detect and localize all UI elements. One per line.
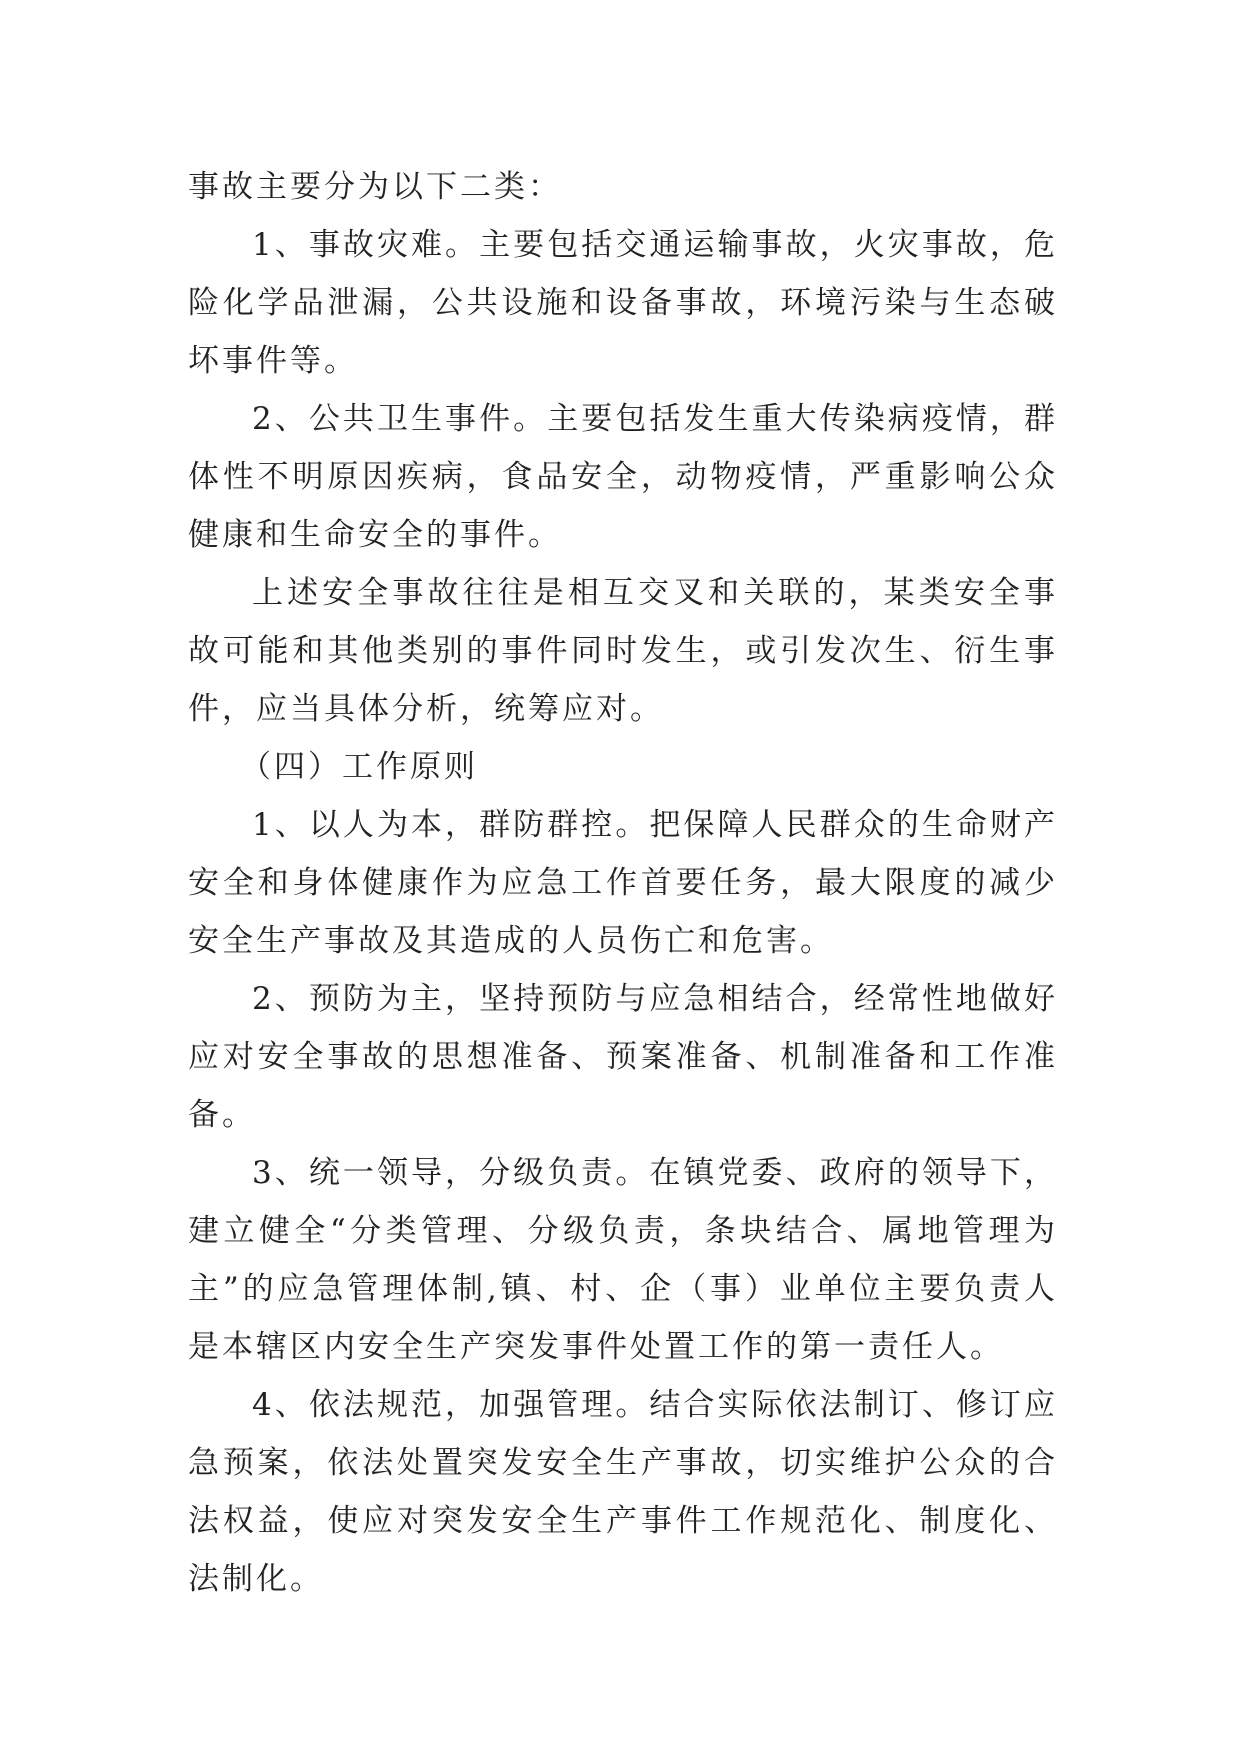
paragraph-public-health: 2、公共卫生事件。主要包括发生重大传染病疫情，群体性不明原因疾病，食品安全，动物疫情，严重影响公众健康和生命安全的事件。 [188,401,1058,553]
paragraph-principle-4: 4、依法规范，加强管理。结合实际依法制订、修订应急预案，依法处置突发安全生产事故，切实维护公众的合法权益，使应对突发安全生产事件工作规范化、制度化、法制化。 [188,1387,1058,1597]
document-body [188,158,1058,1608]
paragraph-intro: 事故主要分为以下二类： [188,169,562,205]
section-heading-principles: （四）工作原则 [240,749,478,785]
paragraph-interrelation: 上述安全事故往往是相互交叉和关联的，某类安全事故可能和其他类别的事件同时发生，或引发次生、衍生事件，应当具体分析，统筹应对。 [188,575,1058,727]
paragraph-principle-2: 2、预防为主，坚持预防与应急相结合，经常性地做好应对安全事故的思想准备、预案准备、机制准备和工作准备。 [188,981,1058,1133]
paragraph-principle-1: 1、以人为本，群防群控。把保障人民群众的生命财产安全和身体健康作为应急工作首要任务，最大限度的减少安全生产事故及其造成的人员伤亡和危害。 [188,807,1058,959]
paragraph-principle-3: 3、统一领导，分级负责。在镇党委、政府的领导下，建立健全“分类管理、分级负责，条块结合、属地管理为主”的应急管理体制,镇、村、企（事）业单位主要负责人是本辖区内安全生产突发事件处置工作的第一责任人。 [188,1155,1058,1365]
paragraph-accident-disaster: 1、事故灾难。主要包括交通运输事故，火灾事故，危险化学品泄漏，公共设施和设备事故，环境污染与生态破坏事件等。 [188,227,1058,379]
